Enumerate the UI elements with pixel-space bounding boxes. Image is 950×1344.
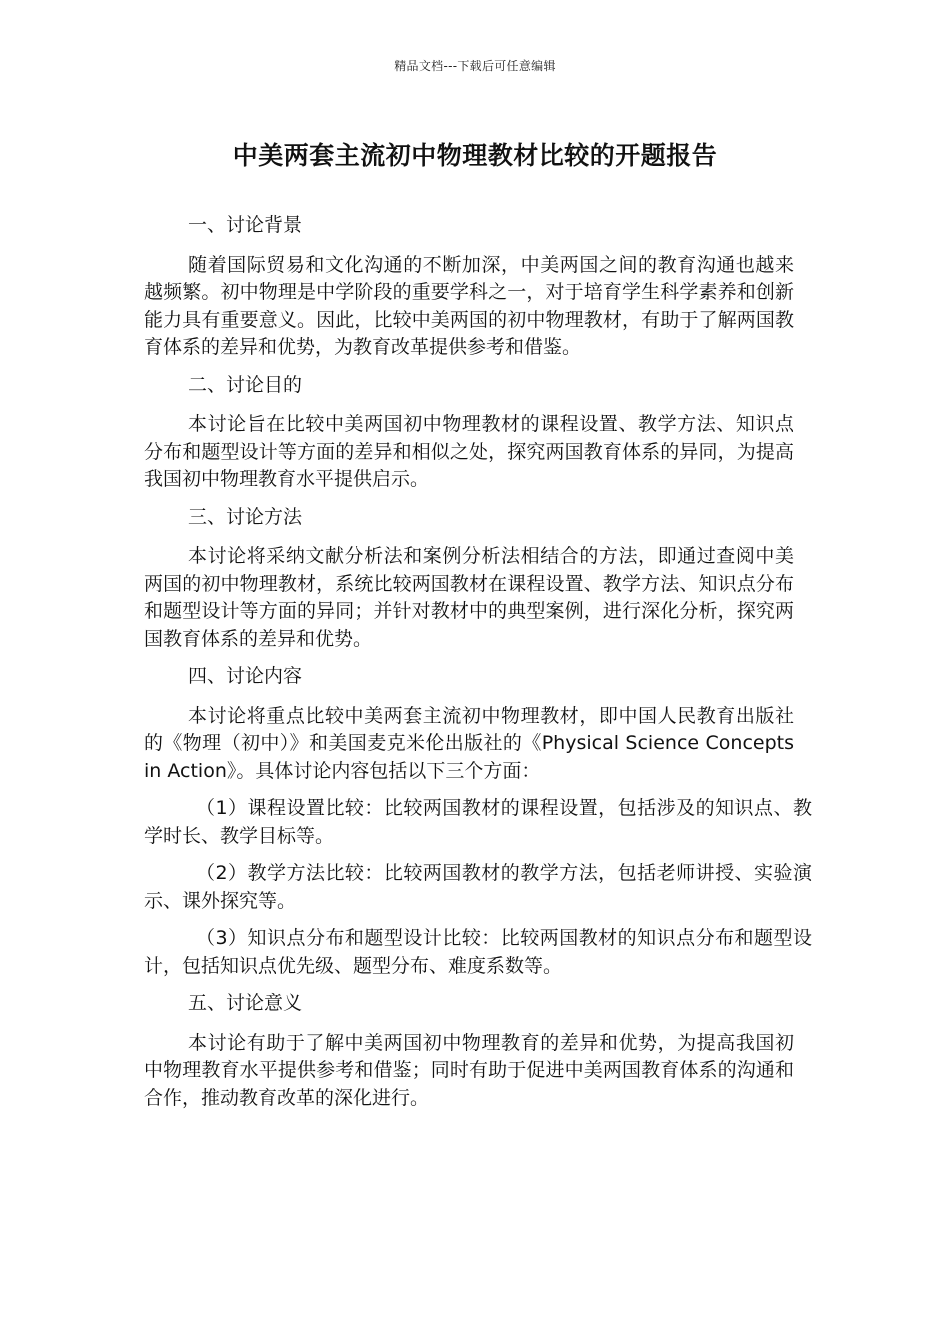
section-paragraph-purpose: 本讨论旨在比较中美两国初中物理教材的课程设置、教学方法、知识点分布和题型设计等方面的差异和相似之处，探究两国教育体系的异同，为提高我国初中物理教育水平提供启示。 xyxy=(144,413,794,490)
content-item-knowledge-distribution: （3）知识点分布和题型设计比较：比较两国教材的知识点分布和题型设计，包括知识点优先级、题型分布、难度系数等。 xyxy=(144,927,812,977)
section-heading-background: 一、讨论背景 xyxy=(188,214,303,236)
document-body xyxy=(144,212,812,1122)
page-header: 精品文档---下载后可任意编辑 xyxy=(394,59,556,73)
content-item-teaching-method: （2）教学方法比较：比较两国教材的教学方法，包括老师讲授、实验演示、课外探究等。 xyxy=(144,862,812,912)
section-paragraph-significance: 本讨论有助于了解中美两国初中物理教育的差异和优势，为提高我国初中物理教育水平提供参考和借鉴；同时有助于促进中美两国教育体系的沟通和合作，推动教育改革的深化进行。 xyxy=(144,1031,794,1109)
section-paragraph-content: 本讨论将重点比较中美两套主流初中物理教材，即中国人民教育出版社的《物理（初中）》和美国麦克米伦出版社的《Physical Science Concepts in Action》。具体讨论内容包括以下三个方面： xyxy=(144,704,794,782)
section-heading-significance: 五、讨论意义 xyxy=(188,992,303,1014)
section-heading-content: 四、讨论内容 xyxy=(188,665,303,687)
content-item-curriculum: （1）课程设置比较：比较两国教材的课程设置，包括涉及的知识点、教学时长、教学目标等。 xyxy=(144,797,812,847)
section-paragraph-background: 随着国际贸易和文化沟通的不断加深，中美两国之间的教育沟通也越来越频繁。初中物理是中学阶段的重要学科之一，对于培育学生科学素养和创新能力具有重要意义。因此，比较中美两国的初中物理教材，有助于了解两国教育体系的差异和优势，为教育改革提供参考和借鉴。 xyxy=(144,253,794,358)
section-paragraph-method: 本讨论将采纳文献分析法和案例分析法相结合的方法，即通过查阅中美两国的初中物理教材，系统比较两国教材在课程设置、教学方法、知识点分布和题型设计等方面的异同；并针对教材中的典型案例，进行深化分析，探究两国教育体系的差异和优势。 xyxy=(144,545,794,650)
section-heading-purpose: 二、讨论目的 xyxy=(188,373,303,396)
document-title: 中美两套主流初中物理教材比较的开题报告 xyxy=(232,141,718,170)
section-heading-method: 三、讨论方法 xyxy=(188,505,303,528)
